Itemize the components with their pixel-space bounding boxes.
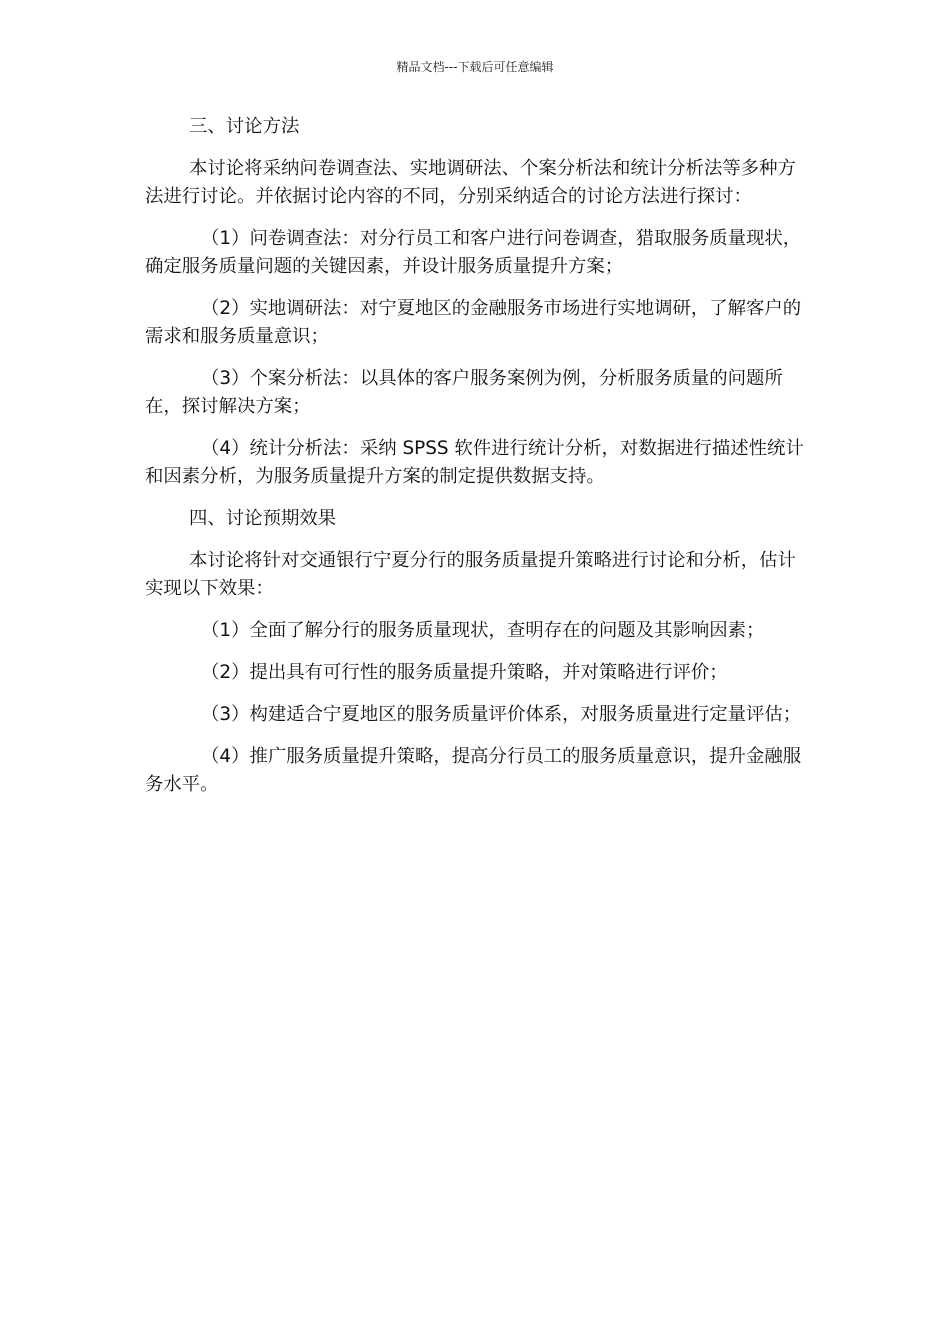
document-body bbox=[145, 113, 807, 799]
expected-results-item-3: （3）构建适合宁夏地区的服务质量评价体系，对服务质量进行定量评估； bbox=[201, 704, 802, 725]
page-header: 精品文档---下载后可任意编辑 bbox=[396, 60, 554, 74]
section-heading-methods: 三、讨论方法 bbox=[189, 116, 300, 137]
methods-item-3: （3）个案分析法：以具体的客户服务案例为例，分析服务质量的问题所在，探讨解决方案； bbox=[145, 368, 783, 417]
expected-results-item-2: （2）提出具有可行性的服务质量提升策略，并对策略进行评价； bbox=[201, 662, 728, 683]
expected-results-item-4: （4）推广服务质量提升策略，提高分行员工的服务质量意识，提升金融服务水平。 bbox=[145, 746, 802, 795]
methods-intro-paragraph: 本讨论将采纳问卷调查法、实地调研法、个案分析法和统计分析法等多种方法进行讨论。并依据讨论内容的不同，分别采纳适合的讨论方法进行探讨： bbox=[145, 158, 796, 207]
methods-item-4: （4）统计分析法：采纳 SPSS 软件进行统计分析，对数据进行描述性统计和因素分析，为服务质量提升方案的制定提供数据支持。 bbox=[145, 438, 804, 487]
section-heading-expected-results: 四、讨论预期效果 bbox=[189, 508, 337, 529]
expected-results-intro-paragraph: 本讨论将针对交通银行宁夏分行的服务质量提升策略进行讨论和分析，估计实现以下效果： bbox=[145, 550, 796, 599]
methods-item-1: （1）问卷调查法：对分行员工和客户进行问卷调查，猎取服务质量现状，确定服务质量问题的关键因素，并设计服务质量提升方案； bbox=[145, 228, 802, 277]
expected-results-item-1: （1）全面了解分行的服务质量现状，查明存在的问题及其影响因素； bbox=[201, 620, 765, 641]
methods-item-2: （2）实地调研法：对宁夏地区的金融服务市场进行实地调研，了解客户的需求和服务质量意识； bbox=[145, 298, 802, 347]
